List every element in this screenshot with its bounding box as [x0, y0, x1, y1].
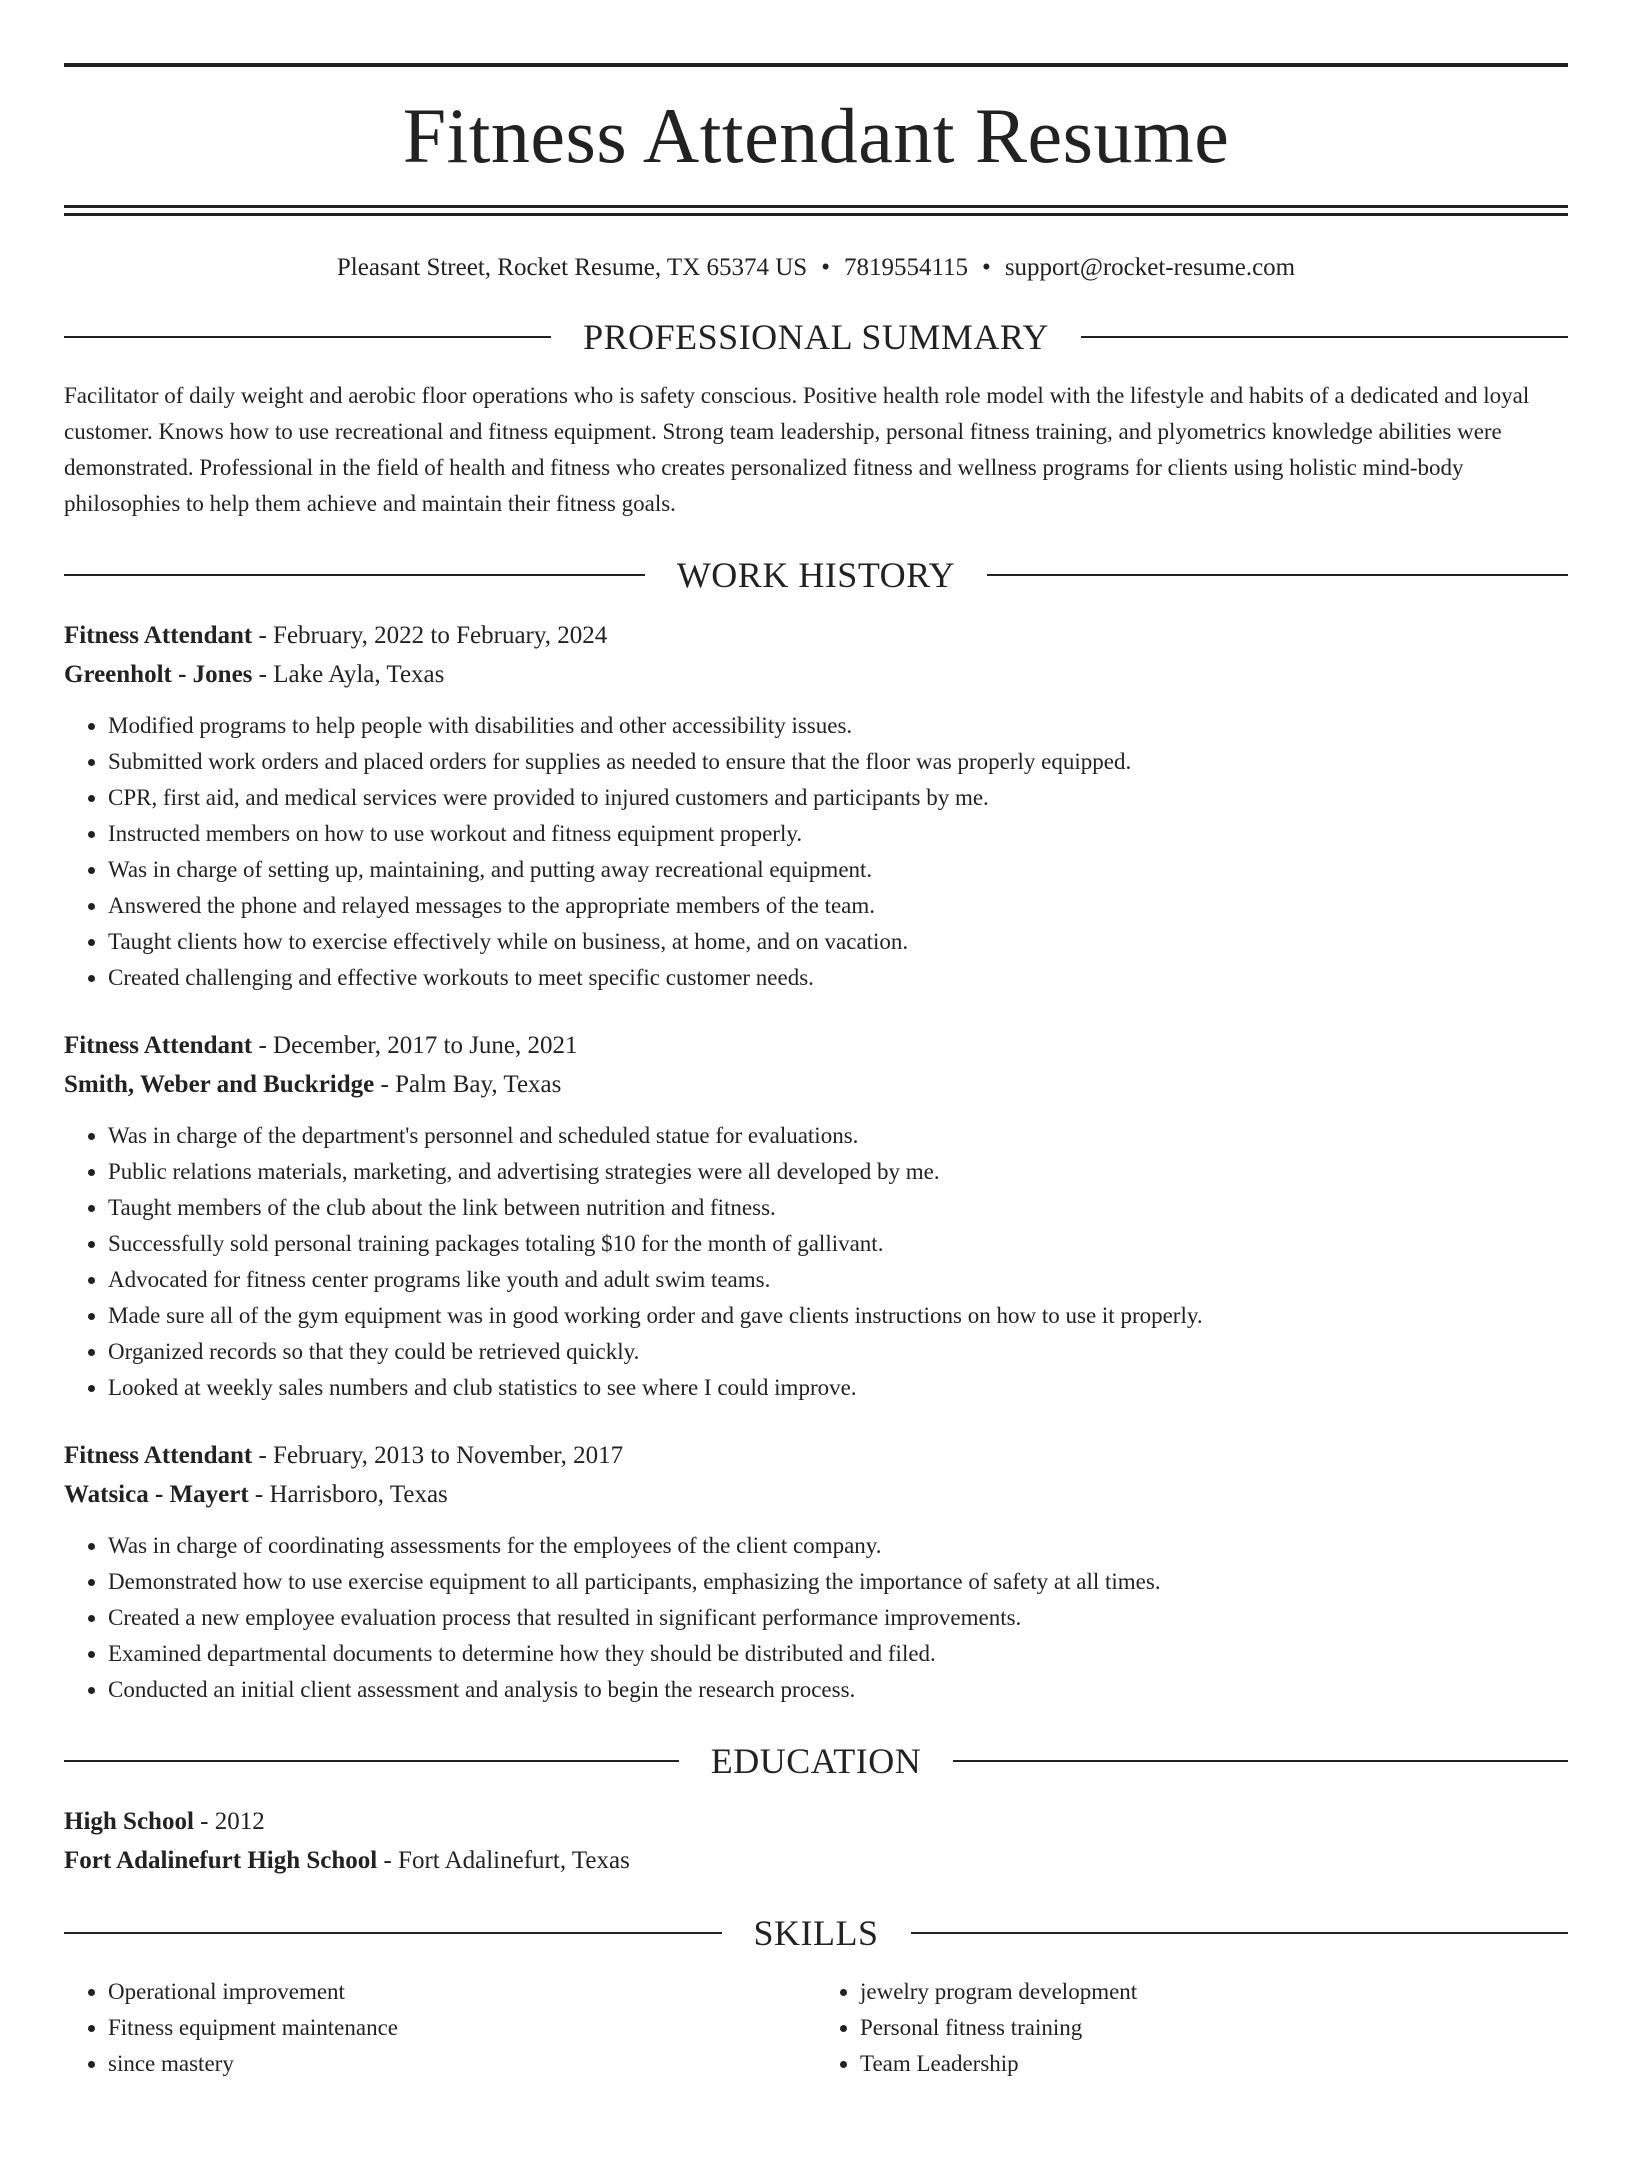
education-degree: High School — [64, 1808, 194, 1835]
section-heading-summary — [64, 314, 1568, 360]
divider — [1081, 336, 1568, 338]
list-item: • Answered the phone and relayed messages to the appropriate members of the team. — [108, 888, 1568, 924]
list-item: • Demonstrated how to use exercise equipment to all participants, emphasizing the importance of safety at all times. — [108, 1564, 1568, 1600]
summary-text: Facilitator of daily weight and aerobic floor operations who is safety conscious. Positive health role model with the lifestyle and habits of a dedicated and loyal customer. Knows how to use recreational and fitness equipment. Strong team leadership, personal fitness training, and plyometrics knowledge abilities were demonstrated. Professional in the field of health and fitness who creates personalized fitness and wellness programs for clients using holistic mind-body philosophies to help them achieve and maintain their fitness goals. — [64, 383, 1530, 516]
list-item: • since mastery — [108, 2046, 816, 2082]
section-heading-skills — [64, 1910, 1568, 1956]
job-location: - Harrisboro, Texas — [248, 1481, 448, 1508]
skills-right-list — [816, 1974, 1568, 2082]
job-title: Fitness Attendant — [64, 1032, 253, 1059]
list-item: • Successfully sold personal training packages totaling $10 for the month of gallivant. — [108, 1226, 1568, 1262]
job-title-line — [64, 1436, 1568, 1475]
resume-page — [0, 63, 1632, 2175]
list-item: • jewelry program development — [860, 1974, 1568, 2010]
job-company: Smith, Weber and Buckridge — [64, 1071, 375, 1098]
job-company: Watsica - Mayert — [64, 1481, 249, 1508]
job-entry — [64, 1436, 1568, 1708]
education-year: - 2012 — [193, 1808, 265, 1835]
job-company-line — [64, 1065, 1568, 1104]
top-rule — [64, 63, 1568, 67]
education-entry — [64, 1802, 1568, 1880]
section-title: EDUCATION — [710, 1741, 922, 1781]
job-location: - Lake Ayla, Texas — [252, 661, 445, 688]
job-dates: - February, 2013 to November, 2017 — [252, 1442, 624, 1469]
section-title: PROFESSIONAL SUMMARY — [583, 317, 1049, 357]
section-heading-education — [64, 1738, 1568, 1784]
contact-address: Pleasant Street, Rocket Resume, TX 65374 US — [336, 254, 808, 281]
divider — [64, 1932, 722, 1934]
list-item: • Personal fitness training — [860, 2010, 1568, 2046]
list-item: • Conducted an initial client assessment and analysis to begin the research process. — [108, 1672, 1568, 1708]
section-title: WORK HISTORY — [676, 555, 956, 595]
list-item: • Fitness equipment maintenance — [108, 2010, 816, 2046]
list-item: • Examined departmental documents to determine how they should be distributed and filed. — [108, 1636, 1568, 1672]
job-title: Fitness Attendant — [64, 1442, 253, 1469]
list-item: • Organized records so that they could be retrieved quickly. — [108, 1334, 1568, 1370]
section-title: SKILLS — [753, 1913, 879, 1953]
list-item: • Public relations materials, marketing, and advertising strategies were all developed by me. — [108, 1154, 1568, 1190]
list-item: • Made sure all of the gym equipment was in good working order and gave clients instructions on how to use it properly. — [108, 1298, 1568, 1334]
bullet-separator: • — [821, 254, 830, 281]
job-entry — [64, 1026, 1568, 1406]
list-item: • Operational improvement — [108, 1974, 816, 2010]
contact-line — [64, 252, 1568, 284]
education-location: - Fort Adalinefurt, Texas — [377, 1847, 630, 1874]
divider — [64, 1760, 679, 1762]
job-title-line — [64, 616, 1568, 655]
job-bullets — [64, 708, 1568, 996]
contact-phone: 7819554115 — [843, 254, 969, 281]
list-item: • Was in charge of setting up, maintaining, and putting away recreational equipment. — [108, 852, 1568, 888]
list-item: • Team Leadership — [860, 2046, 1568, 2082]
list-item: • Created challenging and effective workouts to meet specific customer needs. — [108, 960, 1568, 996]
divider — [953, 1760, 1568, 1762]
list-item: • CPR, first aid, and medical services were provided to injured customers and participants by me. — [108, 780, 1568, 816]
education-school: Fort Adalinefurt High School — [64, 1847, 378, 1874]
list-item: • Created a new employee evaluation process that resulted in significant performance improvements. — [108, 1600, 1568, 1636]
job-company-line — [64, 655, 1568, 694]
divider — [911, 1932, 1569, 1934]
divider — [64, 336, 551, 338]
resume-title: Fitness Attendant Resume — [402, 92, 1230, 179]
list-item: • Submitted work orders and placed orders for supplies as needed to ensure that the floor was properly equipped. — [108, 744, 1568, 780]
list-item: • Was in charge of the department's personnel and scheduled statue for evaluations. — [108, 1118, 1568, 1154]
skills-left-list — [64, 1974, 816, 2082]
list-item: • Advocated for fitness center programs like youth and adult swim teams. — [108, 1262, 1568, 1298]
job-dates: - February, 2022 to February, 2024 — [252, 622, 608, 649]
contact-email: support@rocket-resume.com — [1004, 254, 1296, 281]
job-bullets — [64, 1118, 1568, 1406]
job-company: Greenholt - Jones — [64, 661, 253, 688]
list-item: • Instructed members on how to use workout and fitness equipment properly. — [108, 816, 1568, 852]
education-degree-line — [64, 1802, 1568, 1841]
list-item: • Taught members of the club about the link between nutrition and fitness. — [108, 1190, 1568, 1226]
job-title: Fitness Attendant — [64, 622, 253, 649]
list-item: • Was in charge of coordinating assessments for the employees of the client company. — [108, 1528, 1568, 1564]
list-item: • Taught clients how to exercise effectively while on business, at home, and on vacation. — [108, 924, 1568, 960]
job-company-line — [64, 1475, 1568, 1514]
divider — [987, 574, 1568, 576]
job-dates: - December, 2017 to June, 2021 — [252, 1032, 578, 1059]
title-double-rule — [64, 205, 1568, 216]
list-item: • Modified programs to help people with disabilities and other accessibility issues. — [108, 708, 1568, 744]
job-title-line — [64, 1026, 1568, 1065]
education-school-line — [64, 1841, 1568, 1880]
job-bullets — [64, 1528, 1568, 1708]
section-heading-work — [64, 552, 1568, 598]
list-item: • Looked at weekly sales numbers and club statistics to see where I could improve. — [108, 1370, 1568, 1406]
job-location: - Palm Bay, Texas — [374, 1071, 562, 1098]
bullet-separator: • — [982, 254, 991, 281]
divider — [64, 574, 645, 576]
skills-columns — [64, 1974, 1568, 2082]
job-entry — [64, 616, 1568, 996]
